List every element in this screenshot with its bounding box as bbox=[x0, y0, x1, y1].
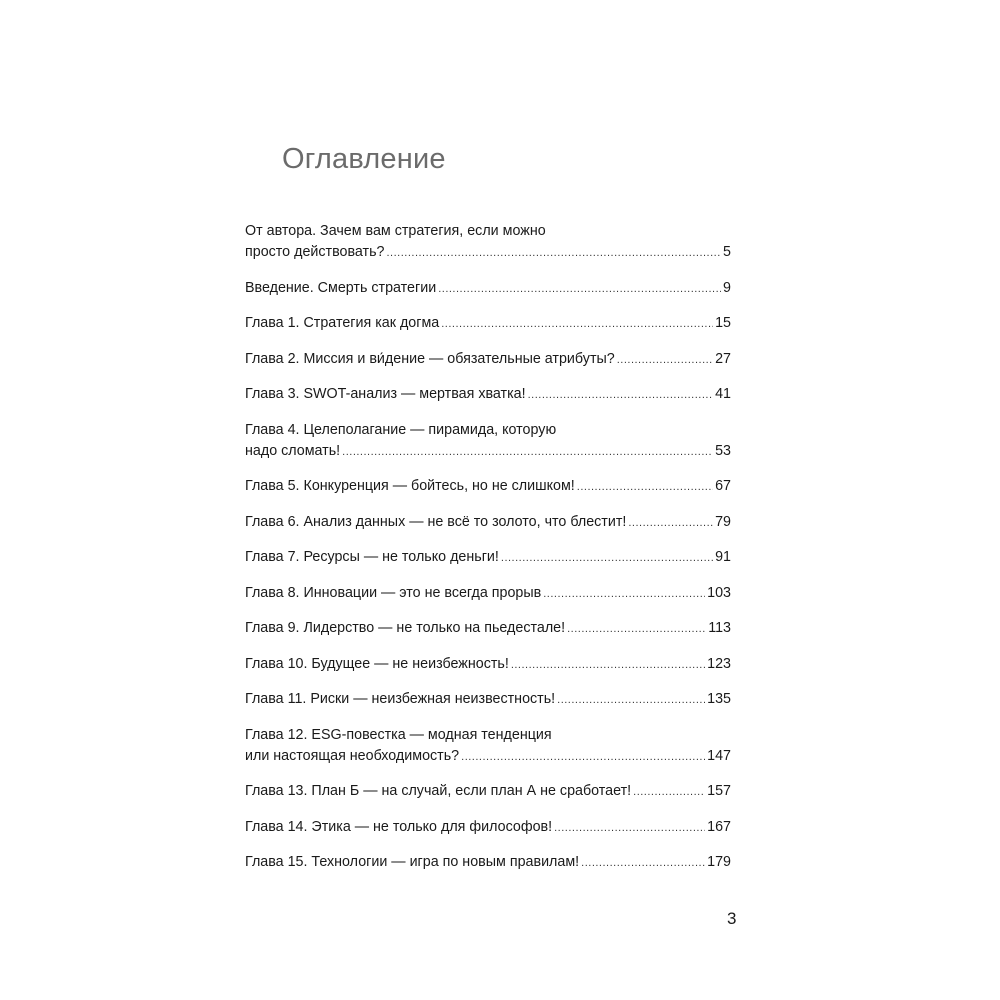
toc-page-number: 135 bbox=[707, 691, 731, 707]
dot-leader bbox=[501, 548, 713, 569]
toc-entry[interactable] bbox=[245, 817, 731, 839]
toc-entry-title: От автора. Зачем вам стратегия, если можно bbox=[245, 223, 546, 239]
toc-entry[interactable] bbox=[245, 618, 731, 640]
toc-page-number: 91 bbox=[715, 549, 731, 565]
toc-entry[interactable] bbox=[245, 654, 731, 676]
dot-leader bbox=[557, 690, 705, 711]
dot-leader bbox=[543, 584, 705, 605]
toc-page-number: 67 bbox=[715, 478, 731, 494]
dot-leader bbox=[387, 243, 722, 264]
toc-entry-title: Глава 5. Конкуренция — бойтесь, но не слишком! bbox=[245, 478, 575, 494]
toc-entry[interactable] bbox=[245, 420, 731, 463]
toc-entry-title: или настоящая необходимость? bbox=[245, 747, 460, 764]
toc-entry[interactable] bbox=[245, 278, 731, 300]
page-number: 3 bbox=[727, 909, 737, 928]
toc-page-number: 179 bbox=[707, 854, 731, 870]
dot-leader bbox=[461, 747, 705, 768]
dot-leader bbox=[438, 279, 721, 300]
toc-entry-title: Глава 9. Лидерство — не только на пьедестале! bbox=[245, 620, 566, 636]
dot-leader bbox=[577, 477, 713, 498]
dot-leader bbox=[528, 385, 714, 406]
dot-leader bbox=[633, 782, 705, 803]
toc-entry-title: Глава 15. Технологии — игра по новым правилам! bbox=[245, 854, 580, 870]
toc-entry-title: Глава 13. План Б — на случай, если план А не сработает! bbox=[245, 783, 632, 799]
toc-entry[interactable] bbox=[245, 512, 731, 534]
dot-leader bbox=[581, 853, 705, 874]
toc-entry-title: Глава 12. ESG-повестка — модная тенденция bbox=[245, 726, 552, 743]
toc-page-number: 41 bbox=[715, 386, 731, 402]
toc-entry[interactable] bbox=[245, 313, 731, 335]
toc-entry[interactable] bbox=[245, 781, 731, 803]
table-of-contents bbox=[245, 221, 731, 888]
dot-leader bbox=[441, 314, 713, 335]
toc-entry[interactable] bbox=[245, 384, 731, 406]
dot-leader bbox=[511, 655, 705, 676]
toc-entry-title: просто действовать? bbox=[245, 244, 385, 260]
toc-page-number: 27 bbox=[715, 350, 731, 367]
toc-entry-title: Глава 10. Будущее — не неизбежность! bbox=[245, 655, 509, 672]
toc-entry[interactable] bbox=[245, 852, 731, 874]
toc-entry[interactable] bbox=[245, 349, 731, 371]
toc-entry-title: Введение. Смерть стратегии bbox=[245, 279, 437, 296]
toc-page-number: 5 bbox=[723, 244, 731, 260]
page-title: Оглавление bbox=[282, 143, 446, 176]
toc-entry-title: Глава 14. Этика — не только для философов! bbox=[245, 818, 553, 835]
toc-page-number: 147 bbox=[707, 747, 731, 764]
toc-entry[interactable] bbox=[245, 725, 731, 768]
dot-leader bbox=[617, 350, 713, 371]
toc-entry-title: Глава 8. Инновации — это не всегда прорыв bbox=[245, 584, 542, 601]
toc-entry-title: надо сломать! bbox=[245, 442, 341, 459]
toc-entry[interactable] bbox=[245, 221, 731, 264]
toc-entry-title: Глава 7. Ресурсы — не только деньги! bbox=[245, 549, 499, 565]
dot-leader bbox=[628, 513, 713, 534]
toc-page-number: 53 bbox=[715, 442, 731, 459]
toc-page-number: 15 bbox=[715, 315, 731, 331]
toc-page-number: 79 bbox=[715, 513, 731, 530]
toc-page-number: 167 bbox=[707, 818, 731, 835]
toc-entry[interactable] bbox=[245, 476, 731, 498]
toc-entry-title: Глава 4. Целеполагание — пирамида, которую bbox=[245, 421, 557, 438]
dot-leader bbox=[554, 818, 705, 839]
toc-page-number: 123 bbox=[707, 655, 731, 672]
toc-entry[interactable] bbox=[245, 583, 731, 605]
toc-entry-title: Глава 1. Стратегия как догма bbox=[245, 315, 440, 331]
toc-entry[interactable] bbox=[245, 547, 731, 569]
toc-entry-title: Глава 2. Миссия и ви́дение — обязательные атрибуты? bbox=[245, 350, 615, 367]
toc-page-number: 113 bbox=[708, 620, 731, 636]
toc-entry[interactable] bbox=[245, 689, 731, 711]
toc-entry-title: Глава 11. Риски — неизбежная неизвестность! bbox=[245, 691, 556, 707]
toc-page-number: 103 bbox=[707, 584, 731, 601]
dot-leader bbox=[342, 442, 713, 463]
toc-page-number: 157 bbox=[707, 783, 731, 799]
dot-leader bbox=[567, 619, 706, 640]
toc-entry-title: Глава 3. SWOT-анализ — мертвая хватка! bbox=[245, 386, 526, 402]
toc-entry-title: Глава 6. Анализ данных — не всё то золото, что блестит! bbox=[245, 513, 627, 530]
toc-page-number: 9 bbox=[723, 279, 731, 296]
